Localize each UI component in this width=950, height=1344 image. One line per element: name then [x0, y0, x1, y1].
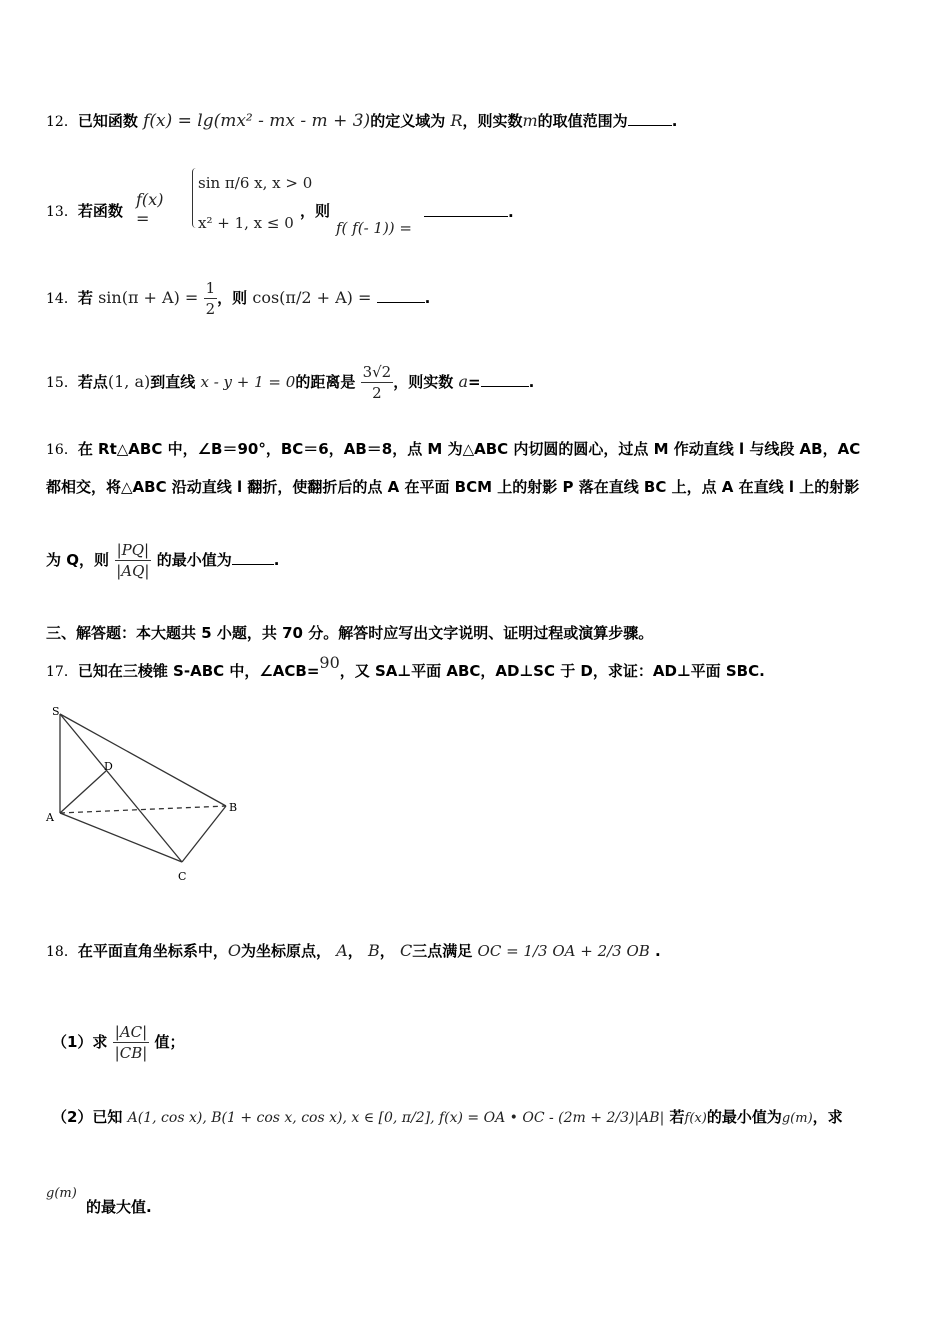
- label-S: S: [52, 705, 60, 718]
- text: 三点满足: [412, 942, 473, 960]
- question-18-part-2: [52, 1106, 843, 1127]
- denominator: 2: [372, 384, 382, 402]
- math-func: g(m): [46, 1186, 77, 1201]
- text: 在平面直角坐标系中，: [77, 942, 228, 960]
- math-var: R: [450, 111, 463, 130]
- answer-blank[interactable]: [424, 202, 508, 217]
- fraction: [204, 278, 218, 319]
- fraction: [114, 540, 151, 581]
- math-angle: 90: [319, 653, 340, 672]
- text: .: [528, 373, 535, 391]
- text: .: [273, 551, 280, 569]
- question-16-line2: [46, 476, 859, 497]
- text: （1）求: [52, 1033, 108, 1051]
- text: 都相交，将△ABC 沿动直线 l 翻折，使翻折后的点 A 在平面 BCM 上的射影 P 落在直线 BC 上，点 A 在直线 l 上的射影: [46, 478, 860, 496]
- text: 的最小值为: [156, 551, 232, 569]
- question-17: [46, 653, 765, 681]
- question-18: [46, 940, 661, 961]
- text: 若函数: [77, 202, 123, 220]
- math-var: C: [400, 941, 413, 960]
- edge-BC: [182, 806, 226, 862]
- denominator: |AQ|: [116, 562, 150, 580]
- question-number: 12．: [46, 114, 78, 130]
- edge-SB: [60, 714, 226, 806]
- question-14: [46, 278, 430, 319]
- text: 的最小值为: [706, 1108, 782, 1126]
- text: ，则实数: [393, 373, 454, 391]
- text: .: [671, 112, 678, 130]
- numerator: |PQ|: [116, 541, 150, 559]
- math-var: m: [522, 111, 538, 130]
- question-number: 14．: [46, 291, 78, 307]
- question-13-mid: [300, 200, 330, 221]
- label-C: C: [178, 870, 187, 883]
- question-16-line1: [46, 438, 860, 459]
- numerator: 3√2: [362, 363, 392, 381]
- fraction: [361, 362, 394, 403]
- question-13-expr: [336, 218, 412, 237]
- math-func: f(x): [684, 1111, 707, 1126]
- question-number: 16．: [46, 442, 78, 458]
- edge-AB-hidden: [60, 806, 226, 813]
- text: ，: [379, 942, 395, 960]
- question-13-label: [46, 200, 123, 221]
- denominator: |CB|: [114, 1044, 148, 1062]
- answer-blank[interactable]: [628, 111, 672, 126]
- math-expression: f(x) = lg(mx² - mx - m + 3): [143, 111, 371, 131]
- math-line: x - y + 1 = 0: [200, 373, 296, 391]
- math-var: A: [336, 941, 348, 960]
- text: ，又 SA⊥平面 ABC，AD⊥SC 于 D，求证：AD⊥平面 SBC.: [339, 662, 765, 680]
- answer-blank[interactable]: [377, 288, 425, 303]
- answer-blank[interactable]: [481, 372, 529, 387]
- text: 为 Q，则: [46, 551, 109, 569]
- text: 若点: [77, 373, 108, 391]
- math-expression: sin(π + A) =: [98, 288, 199, 307]
- text: 的取值范围为: [537, 112, 628, 130]
- edge-AC: [60, 813, 182, 862]
- math-expression: A(1, cos x), B(1 + cos x, cos x), x ∈ [0, π/2], f(x) = OA • OC - (2m + 2/3)|AB|: [127, 1110, 665, 1126]
- label-B: B: [229, 801, 238, 814]
- question-number: 13．: [46, 204, 78, 220]
- text: ，则: [300, 202, 331, 220]
- math-var: O: [227, 941, 241, 960]
- text: 已知在三棱锥 S-ABC 中，∠ACB=: [77, 662, 320, 680]
- text: ，: [347, 942, 363, 960]
- text: ，求: [812, 1108, 843, 1126]
- numerator: 1: [205, 279, 216, 297]
- text: 已知函数: [77, 112, 138, 130]
- math-func: g(m): [781, 1111, 813, 1126]
- math-expression: f( f(- 1)) =: [336, 219, 412, 237]
- text: 若: [669, 1108, 685, 1126]
- text: 的定义域为: [370, 112, 446, 130]
- answer-blank[interactable]: [232, 550, 274, 565]
- question-15: [46, 362, 534, 403]
- label-A: A: [46, 811, 54, 824]
- text: 的最大值.: [86, 1198, 152, 1216]
- text: ，则: [217, 289, 248, 307]
- vector-equation: OC = 1/3 OA + 2/3 OB: [477, 942, 650, 960]
- text: .: [424, 289, 431, 307]
- text: 值；: [154, 1033, 185, 1051]
- math-expression: cos(π/2 + A) =: [252, 288, 372, 307]
- question-18-tail-expr: [46, 1182, 77, 1201]
- question-number: 17．: [46, 664, 78, 680]
- question-12: [46, 110, 677, 131]
- text: .: [508, 203, 514, 221]
- text: =: [468, 373, 481, 391]
- question-18-tail: [86, 1196, 152, 1217]
- question-18-part-1: [52, 1022, 185, 1063]
- denominator: 2: [205, 300, 216, 318]
- pyramid-figure: [40, 700, 250, 890]
- math-expression: f(x) =: [136, 190, 164, 228]
- text: （2）已知: [52, 1108, 123, 1126]
- text: 为坐标原点，: [240, 942, 331, 960]
- text: 到直线: [150, 373, 196, 391]
- question-number: 18．: [46, 944, 78, 960]
- text: 在 Rt△ABC 中，∠B＝90°，BC＝6，AB＝8，点 M 为△ABC 内切圆的圆心，过点 M 作动直线 l 与线段 AB，AC: [77, 440, 861, 458]
- case-1: sin π/6 x, x > 0: [198, 174, 313, 192]
- question-16-line3: [46, 540, 279, 581]
- text: 的距离是: [295, 373, 356, 391]
- math-var: a: [458, 372, 469, 391]
- numerator: |AC|: [114, 1023, 148, 1041]
- text: 若: [77, 289, 93, 307]
- fraction: [113, 1022, 150, 1063]
- edge-AD: [60, 771, 106, 813]
- label-D: D: [104, 760, 113, 773]
- text: 三、解答题：本大题共 5 小题，共 70 分。解答时应写出文字说明、证明过程或演算步骤。: [46, 624, 654, 642]
- question-number: 15．: [46, 375, 78, 391]
- math-var: B: [368, 941, 380, 960]
- edge-SC: [60, 714, 182, 862]
- text: .: [655, 942, 661, 960]
- question-13-answer: [424, 202, 514, 221]
- case-2: x² + 1, x ≤ 0: [198, 214, 294, 232]
- math-point: (1, a): [107, 372, 151, 391]
- text: ，则实数: [462, 112, 523, 130]
- section-3-heading: [46, 622, 653, 643]
